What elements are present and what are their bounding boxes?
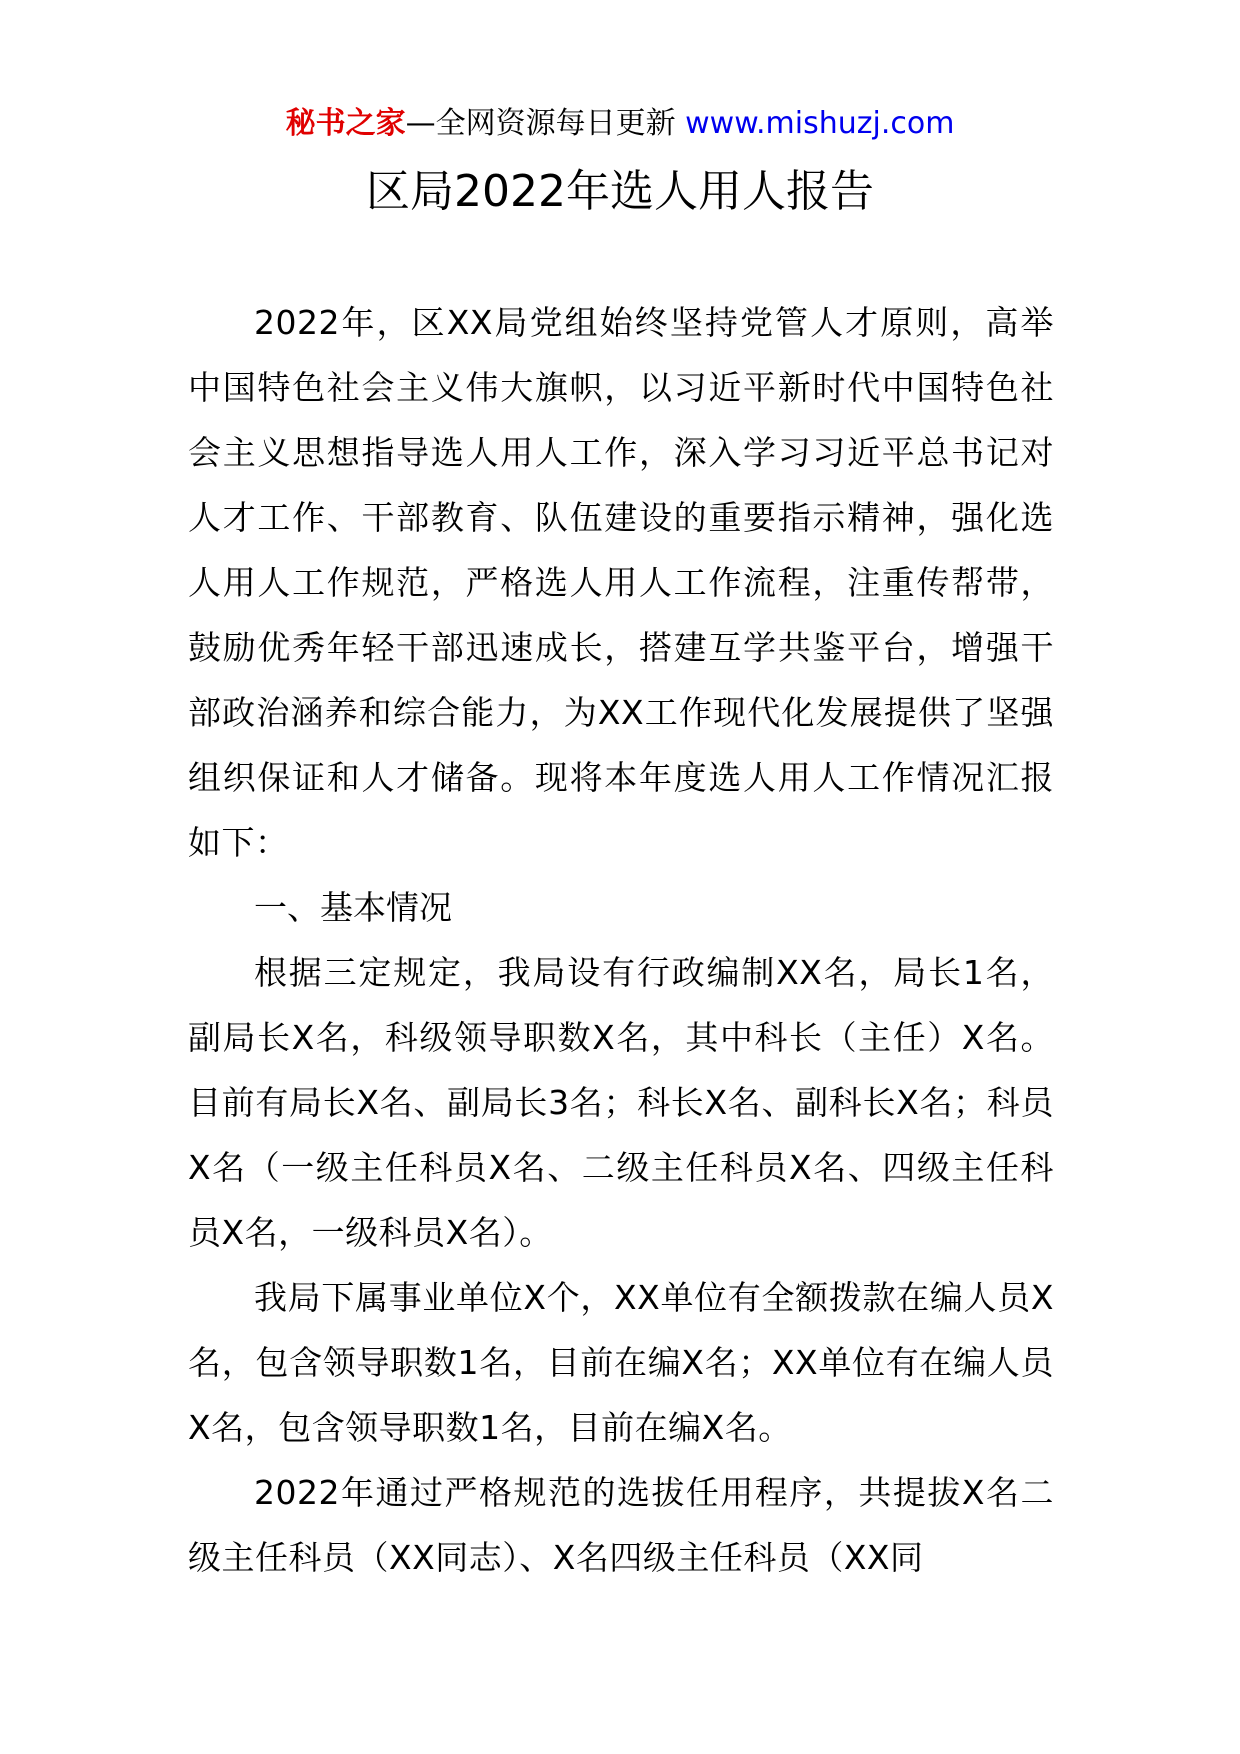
section-heading: 一、基本情况 <box>254 888 452 927</box>
brand-slogan: —全网资源每日更新 <box>405 106 676 141</box>
site-link[interactable]: www.mishuzj.com <box>685 106 955 141</box>
document-body <box>188 290 1054 1590</box>
watermark-header <box>0 104 1240 144</box>
intro-paragraph: 2022年，区XX局党组始终坚持党管人才原则，高举中国特色社会主义伟大旗帜，以习近平新时代中国特色社会主义思想指导选人用人工作，深入学习习近平总书记对人才工作、干部教育、队伍建设的重要指示精神，强化选人用人工作规范，严格选人用人工作流程，注重传帮带，鼓励优秀年轻干部迅速成长，搭建互学共鉴平台，增强干部政治涵养和综合能力，为XX工作现代化发展提供了坚强组织保证和人才储备。现将本年度选人用人工作情况汇报如下： <box>188 303 1054 862</box>
brand-name: 秘书之家 <box>285 106 406 141</box>
paragraph: 2022年通过严格规范的选拔任用程序，共提拔X名二级主任科员（XX同志）、X名四级主任科员（XX同 <box>188 1473 1054 1577</box>
paragraph: 我局下属事业单位X个，XX单位有全额拨款在编人员X名，包含领导职数1名，目前在编X名；XX单位有在编人员X名，包含领导职数1名，目前在编X名。 <box>188 1278 1054 1447</box>
document-title: 区局2022年选人用人报告 <box>366 166 874 217</box>
paragraph: 根据三定规定，我局设有行政编制XX名，局长1名，副局长X名，科级领导职数X名，其中科长（主任）X名。目前有局长X名、副局长3名；科长X名、副科长X名；科员X名（一级主任科员X名、二级主任科员X名、四级主任科员X名，一级科员X名）。 <box>188 953 1054 1252</box>
